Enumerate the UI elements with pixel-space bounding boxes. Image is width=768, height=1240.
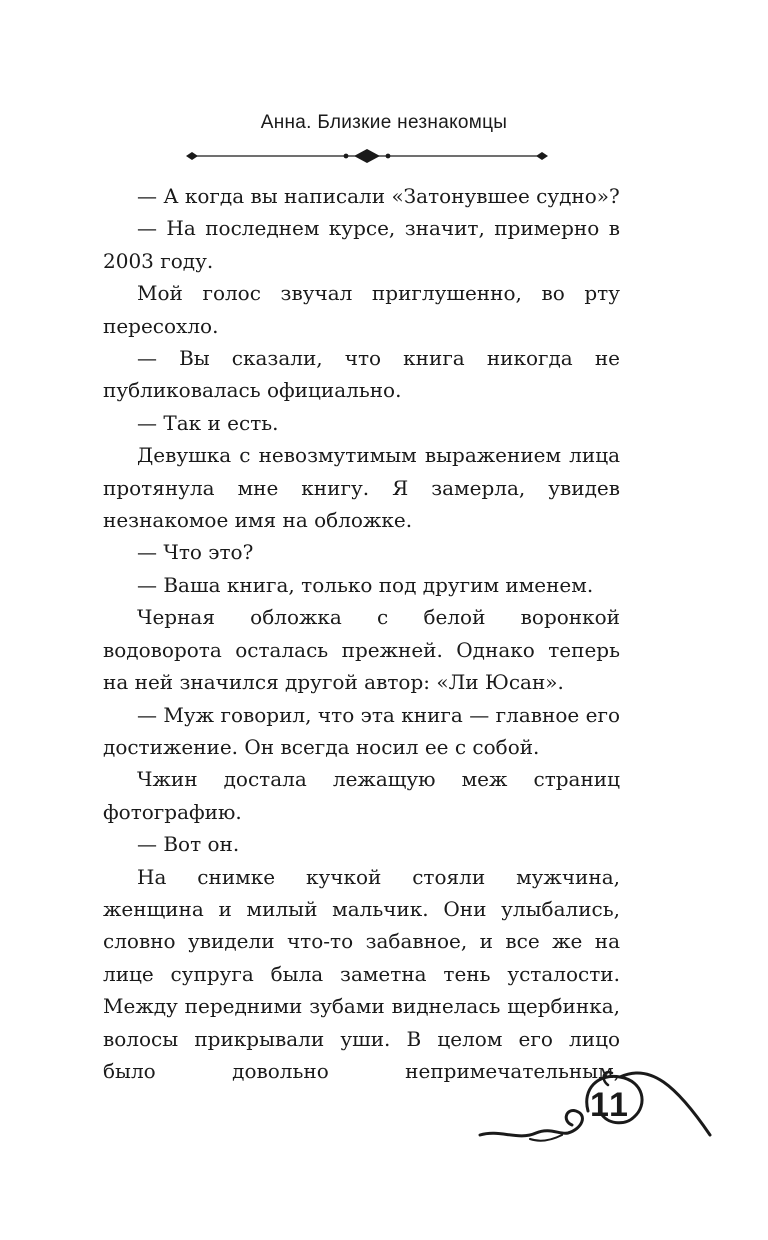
ornament-divider-icon <box>186 146 548 166</box>
page-number: 11 <box>590 1086 630 1124</box>
paragraph: Мой голос звучал приглушенно, во рту пересохло. <box>103 281 620 338</box>
paragraph: — Что это? <box>137 540 254 565</box>
paragraph: — Вот он. <box>137 832 240 857</box>
paragraph: — Так и есть. <box>137 410 279 435</box>
running-title: Анна. Близкие незнакомцы <box>260 112 508 133</box>
paragraph: — А когда вы написали «Затонувшее судно»? <box>137 184 620 208</box>
paragraph: — Ваша книга, только под другим именем. <box>137 572 594 597</box>
paragraph: Черная обложка с белой воронкой водоворота осталась прежней. Однако теперь на ней значился другой автор: «Ли Юсан». <box>103 605 620 695</box>
paragraph: Чжин достала лежащую меж страниц фотографию. <box>103 767 620 824</box>
paragraph: — Вы сказали, что книга никогда не публиковалась официально. <box>103 346 620 403</box>
paragraph: Девушка с невозмутимым выражением лица протянула мне книгу. Я замерла, увидев незнакомое имя на обложке. <box>103 443 620 533</box>
paragraph: — Муж говорил, что эта книга — главное его достижение. Он всегда носил ее с собой. <box>103 702 620 759</box>
paragraph: На снимке кучкой стояли мужчина, женщина и милый мальчик. Они улыбались, словно увидели что-то забавное, и все же на лице супруга была заметна тень усталости. Между передними зубами виднелась щербинка, волосы прикрывали уши. В целом его лицо было довольно непримечательным, <box>103 864 620 1083</box>
running-header <box>0 112 768 134</box>
body-text <box>103 180 620 1087</box>
paragraph: — На последнем курсе, значит, примерно в 2003 году. <box>103 216 620 273</box>
